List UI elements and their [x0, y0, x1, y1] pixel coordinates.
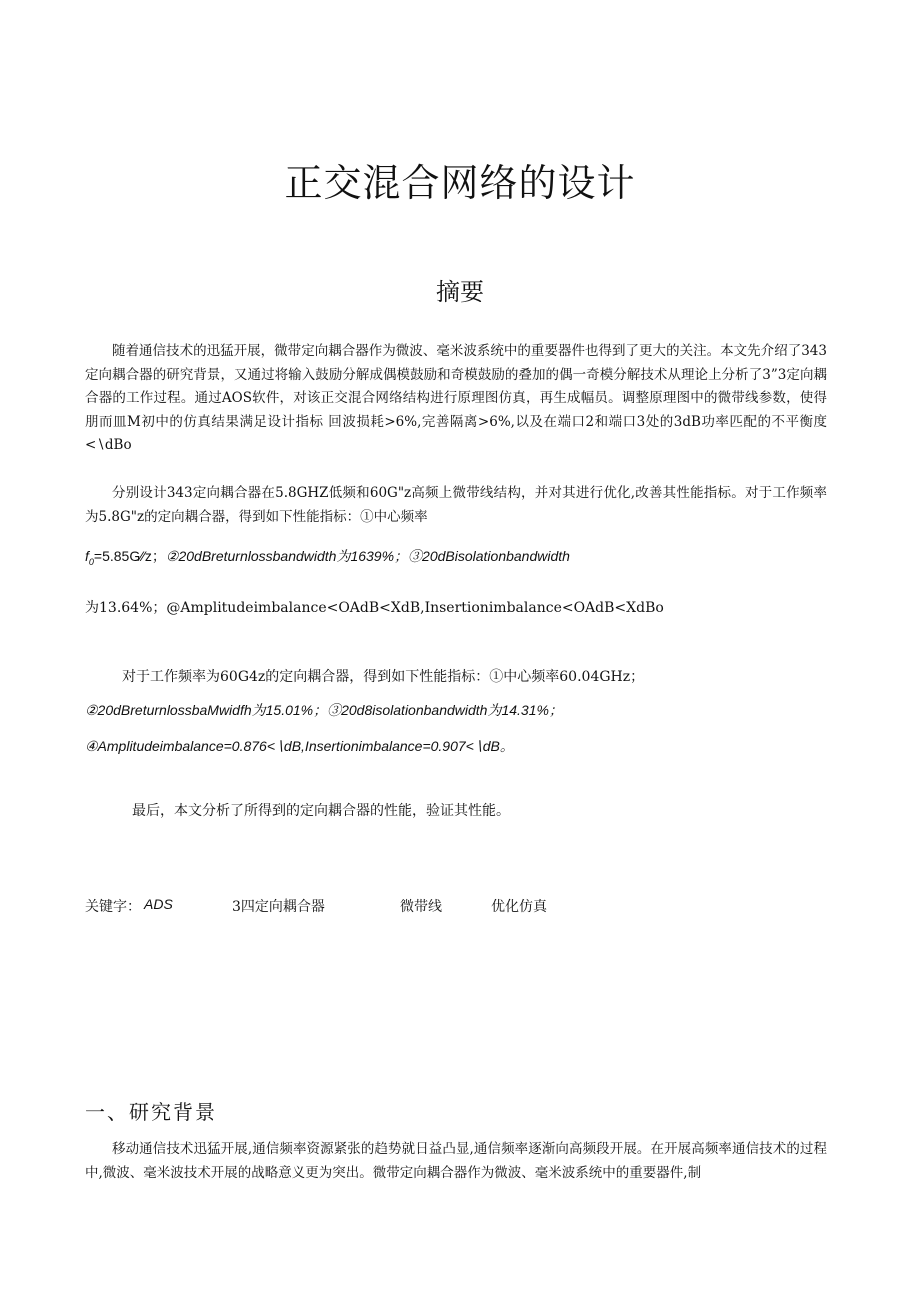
high-freq-metrics-line-3: ④Amplitudeimbalance=0.876<∖dB,Insertionimbalance=0.907<∖dB。: [85, 738, 514, 754]
keyword-item: 优化仿真: [491, 899, 547, 915]
low-freq-metrics-line-1: [85, 546, 845, 567]
f0-symbol: f: [85, 548, 89, 564]
document-title: 正交混合网络的设计: [284, 161, 636, 205]
high-freq-metrics-line-1: 对于工作频率为60G4z的定向耦合器，得到如下性能指标：①中心频率60.04GHz；: [122, 669, 645, 685]
high-freq-metrics-line-2: ②20dBreturnlossbaMwidfh为15.01%；③20d8isolationbandwidth为14.31%；: [85, 702, 563, 718]
abstract-paragraph-2: 分别设计343定向耦合器在5.8GHZ低频和60G"z高频上微带线结构，并对其进行优化,改善其性能指标。对于工作频率为5.8G"z的定向耦合器，得到如下性能指标：①中心频率: [85, 485, 827, 525]
abstract-paragraph-1: 随着通信技术的迅猛开展，微带定向耦合器作为微波、毫米波系统中的重要器件也得到了更大的关注。本文先介绍了343定向耦合器的研究背景，又通过将输入鼓励分解成偶模鼓励和奇模鼓励的叠加的偶一奇模分解技术从理论上分析了3”3定向耦合器的工作过程。通过AOS软件，对该正交混合网络结构进行原理图仿真，再生成幅员。调整原理图中的微带线参数，使得朋而皿M初中的仿真结果满足设计指标 回波损耗>6%,完善隔离>6%,以及在端口2和端口3处的3dB功率匹配的不平衡度<∖dBo: [85, 343, 827, 453]
keyword-item: ADS: [144, 896, 173, 912]
keyword-item: 微带线: [400, 899, 442, 915]
section-heading-research-background: 一、研究背景: [85, 1100, 217, 1124]
keyword-item: 3四定向耦合器: [232, 899, 325, 915]
low-freq-metrics-line-2: 为13.64%；@Amplitudeimbalance<OAdB<XdB,Insertionimbalance<OAdB<XdBo: [85, 600, 664, 616]
section-1-paragraph: 移动通信技术迅猛开展,通信频率资源紧张的趋势就日益凸显,通信频率逐渐向高频段开展。在开展高频率通信技术的过程中,微波、毫米波技术开展的战略意义更为突出。微带定向耦合器作为微波、毫米波系统中的重要器件,制: [85, 1141, 827, 1181]
keywords-label: 关键字：: [85, 899, 141, 915]
conclusion-paragraph: 最后，本文分析了所得到的定向耦合器的性能，验证其性能。: [132, 803, 510, 819]
f0-subscript: 0: [88, 556, 94, 567]
low-freq-metrics-rest: ②20dBreturnlossbandwidth为1639%；③20dBisolationbandwidth: [165, 548, 570, 564]
abstract-heading: 摘要: [436, 278, 484, 306]
f0-value: =5.85G⁄⁄z；: [93, 548, 166, 564]
